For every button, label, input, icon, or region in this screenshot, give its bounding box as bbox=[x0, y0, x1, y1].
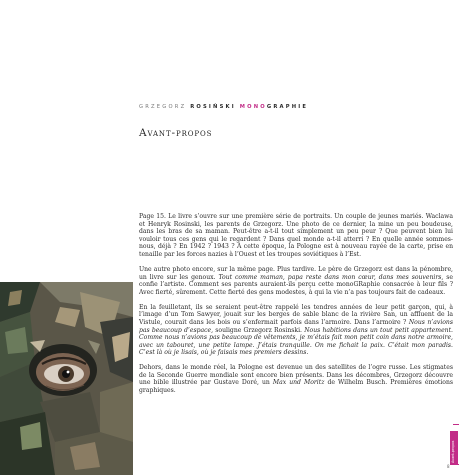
page-title: Avant-propos bbox=[139, 127, 213, 139]
crop-mark-bottom bbox=[453, 464, 459, 465]
header-graphie: GRAPHIE bbox=[266, 104, 309, 110]
section-margin-label: Avant-propos bbox=[451, 440, 455, 463]
header-mono: MONO bbox=[239, 104, 267, 110]
illustration-art bbox=[0, 282, 133, 475]
paragraph-2-text-a: Une autre photo encore, sur la même page. Plus tardive. Le père de Grzegorz est dans la pénombre, un livre sur les genoux. bbox=[139, 265, 453, 281]
paragraph-3-text-a: En la feuilletant, ils se seraient peut-être rappelé les tendres années de leur petit garçon, qui, à l’image d’un Tom Sawyer, jouait sur les berges de sable blanc de la rivière San, un affluent de la Vistule, courait dans les bois ou s’enfermait parfois dans l’armoire. Dans l’armoire ? bbox=[139, 303, 453, 326]
paragraph-3-quote-1: Nous n’avions pas beaucoup d’espace, bbox=[139, 318, 453, 334]
paragraph-1-text: Page 15. Le livre s’ouvre sur une première série de portraits. Un couple de jeunes mariés. Waclawa et Henryk Rosinski, les parents de Grzegorz. Une photo de ce dernier, la mine un peu boudeuse, dans les bras de sa maman. Peut-être a-t-il tout simplement un peu peur ? Que peuvent bien lui vouloir tous ces gens qui le regardent ? Dans quel monde a-t-il atterri ? En quelle année sommes-nous, déjà ? En 1942 ? 1943 ? À cette époque, la Pologne est à nouveau rayée de la carte, prise en tenaille par les forces nazies à l’Ouest et les troupes soviétiques à l’Est. bbox=[139, 213, 453, 258]
paragraph-1 bbox=[139, 213, 453, 259]
body-text bbox=[139, 213, 453, 402]
page-number: 8 bbox=[447, 464, 450, 469]
header-author-surname: ROSIŃSKI bbox=[190, 104, 236, 110]
paragraph-2-text-b: se confie l’artiste. Comment ses parents auraient-ils perçu cette monoGRaphie consacrée à leur fils ? Avec fierté, sûrement. Cette fierté des gens modestes, à qui la vie n’a pas toujours fait de cadeaux. bbox=[139, 273, 453, 296]
paragraph-3-quote-2: Nous habitions dans un tout petit appartement. Comme nous n’avions pas beaucoup de vêtements, je m’étais fait mon petit coin dans notre armoire, avec un tabouret, une petite lampe. J’étais tranquille. On me fichait la paix. C’était mon paradis. C’est là où je lisais, où je faisais mes premiers dessins. bbox=[139, 326, 453, 357]
section-margin-tab bbox=[450, 431, 458, 465]
paragraph-2 bbox=[139, 266, 453, 296]
paragraph-4-book-title: Max und Moritz bbox=[272, 379, 325, 387]
paragraph-4 bbox=[139, 364, 453, 394]
paragraph-2-quote: Tout comme maman, papa reste dans mon cœur, dans mes souvenirs, bbox=[218, 273, 444, 281]
header-author-firstname: GRZEGORZ bbox=[139, 104, 187, 110]
crop-mark-top bbox=[453, 424, 459, 425]
paragraph-4-text-b: de Wilhelm Busch. Premières émotions graphiques. bbox=[139, 379, 454, 395]
painted-face-illustration bbox=[0, 282, 133, 475]
book-header bbox=[139, 104, 308, 110]
paragraph-4-text-a: Dehors, dans le monde réel, la Pologne est devenue un des satellites de l’ogre russe. Les stigmates de la Seconde Guerre mondiale sont encore bien présents. Dans les décombres, Grzegorz découvre une bible illustrée par Gustave Doré, un bbox=[139, 364, 453, 387]
paragraph-3 bbox=[139, 304, 453, 357]
paragraph-3-text-b: souligne Grzegorz Rosinski. bbox=[215, 326, 302, 334]
